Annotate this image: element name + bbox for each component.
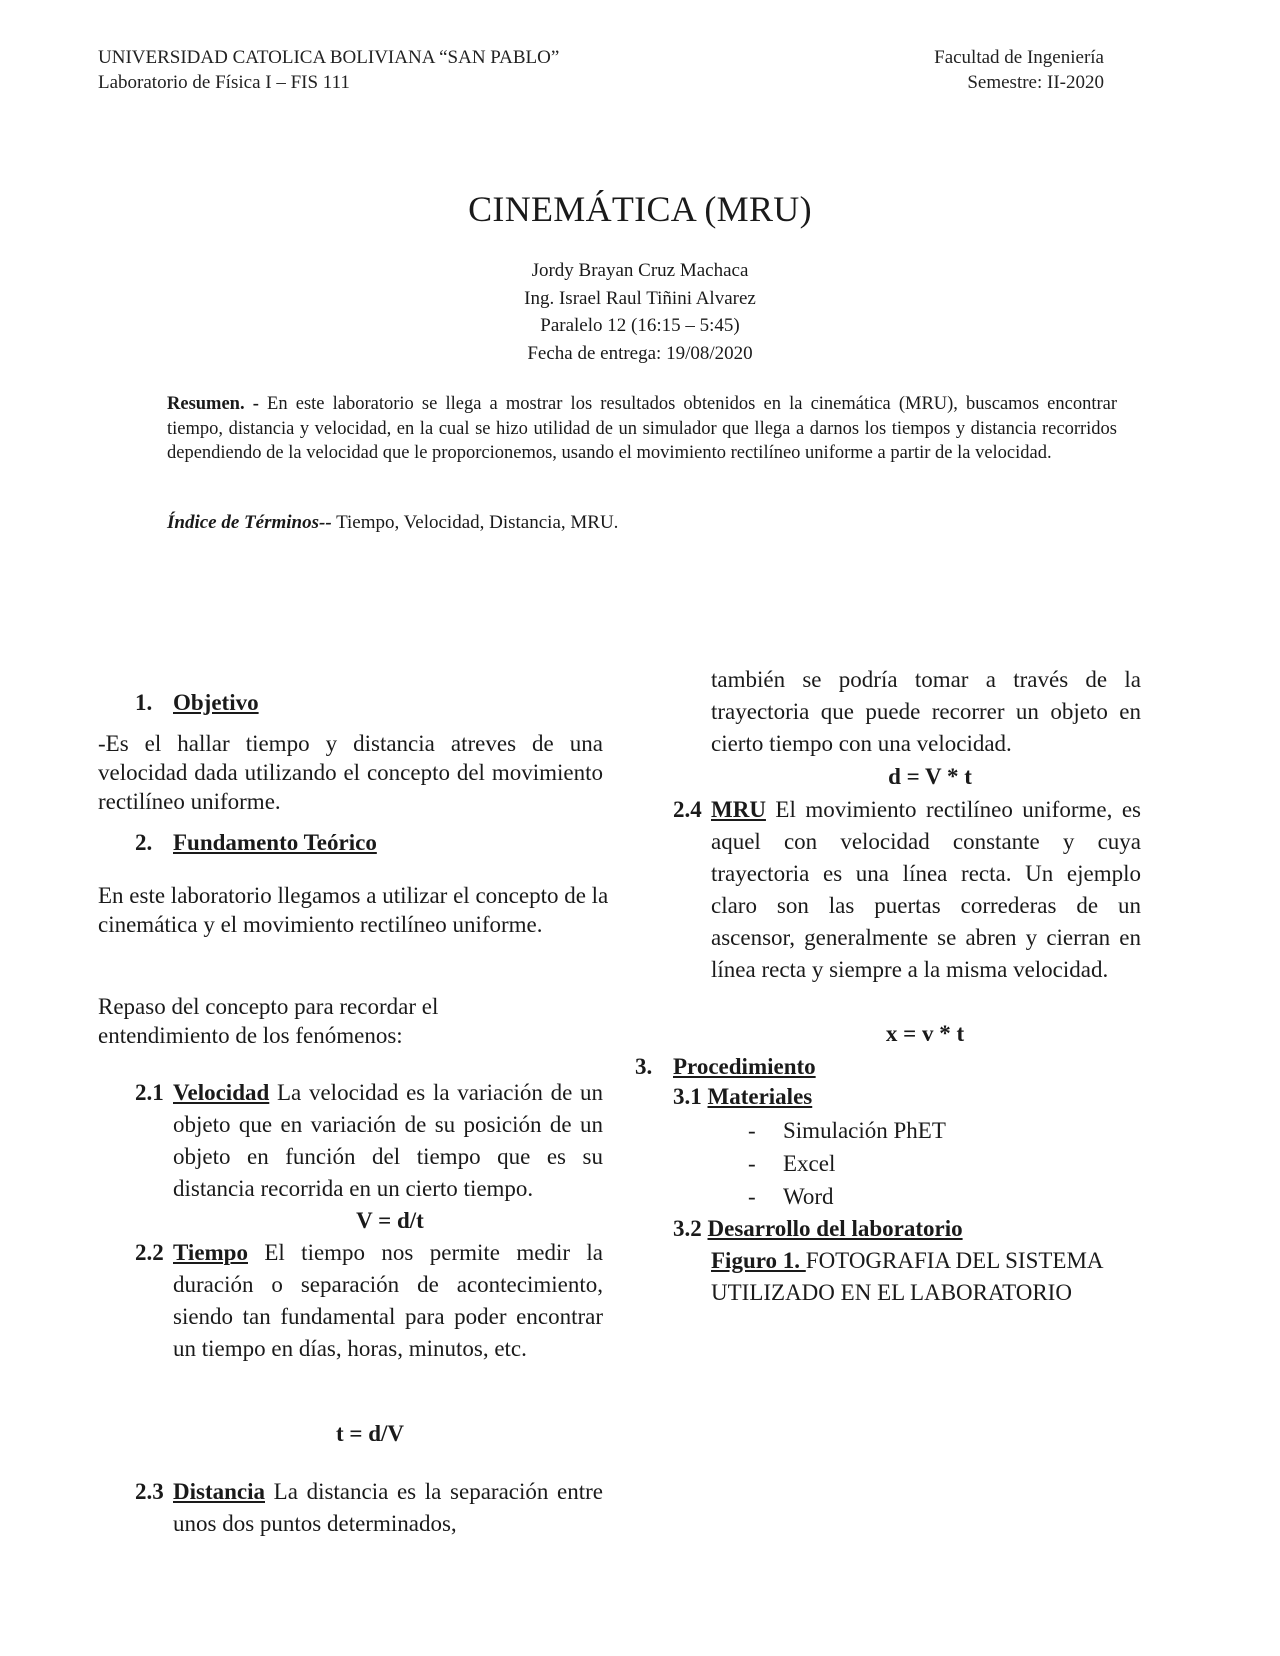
subsection-3-2-title: Desarrollo del laboratorio [707, 1216, 963, 1241]
section-1-number: 1. [135, 690, 153, 715]
subsection-2-2-body [173, 1237, 603, 1365]
section-2-paragraph-2: Repaso del concepto para recordar el entendimiento de los fenómenos: [98, 994, 439, 1048]
faculty-name: Facultad de Ingeniería [934, 47, 1104, 68]
page-header-left [98, 45, 559, 95]
subsection-2-2-number: 2.2 [135, 1240, 164, 1265]
section-2-number: 2. [135, 830, 153, 855]
section-1-heading [135, 687, 259, 719]
index-terms-text: Tiempo, Velocidad, Distancia, MRU. [331, 512, 619, 533]
term-mru: MRU [711, 797, 766, 822]
section-1-text: -Es el hallar tiempo y distancia atreves de una velocidad dada utilizando el concepto del movimiento rectilíneo uniforme. [98, 731, 603, 814]
subsection-3-2-heading [673, 1213, 963, 1245]
delivery-date: Fecha de entrega: 19/08/2020 [527, 342, 753, 364]
section-2-heading [135, 827, 377, 859]
subsection-2-2-text: El tiempo nos permite medir la duración o separación de acontecimiento, siendo tan fundamental para poder encontrar un tiempo en días, horas, minutos, etc. [173, 1240, 603, 1361]
subsection-3-1-number: 3.1 [673, 1084, 702, 1109]
formula-velocity: V = d/t [356, 1208, 424, 1233]
list-item [748, 1181, 1048, 1214]
list-dash: - [748, 1118, 756, 1143]
material-name: Excel [783, 1151, 836, 1176]
list-dash: - [748, 1184, 756, 1209]
subsection-2-3-number: 2.3 [135, 1479, 164, 1504]
materials-list [748, 1115, 1048, 1214]
formula-time: t = d/V [335, 1421, 405, 1446]
section-3-title: Procedimiento [673, 1054, 816, 1079]
formula-distance: d = V * t [888, 764, 972, 789]
course-name: Laboratorio de Física I – FIS 111 [98, 72, 350, 93]
formula-position: x = v * t [885, 1021, 965, 1046]
material-name: Simulación PhET [783, 1118, 946, 1143]
subsection-2-1-number: 2.1 [135, 1080, 164, 1105]
subsection-3-1-title: Materiales [707, 1084, 813, 1109]
subsection-2-1-body [173, 1077, 603, 1205]
term-tiempo: Tiempo [173, 1240, 248, 1265]
page-title: CINEMÁTICA (MRU) [468, 189, 812, 229]
figure-caption-text: FOTOGRAFIA DEL SISTEMA UTILIZADO EN EL LABORATORIO [711, 1248, 1103, 1305]
subsection-2-3-body [173, 1476, 603, 1540]
abstract-label: Resumen. - [167, 394, 259, 414]
section-2-title: Fundamento Teórico [173, 830, 377, 855]
subsection-3-1-heading [673, 1081, 812, 1113]
subsection-2-4-body [711, 794, 1141, 986]
subsection-2-4-text: El movimiento rectilíneo uniforme, es aquel con velocidad constante y cuya trayectoria es una línea recta. Un ejemplo claro son las puertas correderas de un ascensor, generalmente se abren y cierran en línea recta y siempre a la misma velocidad. [711, 797, 1141, 982]
subsection-2-1-text: La velocidad es la variación de un objeto que en variación de su posición de un objeto en función del tiempo que es su distancia recorrida en un cierto tiempo. [173, 1080, 603, 1201]
index-terms-label: Índice de Términos-- [167, 512, 332, 533]
page-header-right [934, 45, 1104, 95]
list-dash: - [748, 1151, 756, 1176]
list-item [748, 1148, 1048, 1181]
section-3-heading [635, 1051, 816, 1083]
term-distancia: Distancia [173, 1479, 265, 1504]
university-name: UNIVERSIDAD CATOLICA BOLIVIANA “SAN PABLO” [98, 47, 560, 68]
abstract-text: En este laboratorio se llega a mostrar los resultados obtenidos en la cinemática (MRU), buscamos encontrar tiempo, distancia y velocidad, en la cual se hizo utilidad de un simulador que llega a darnos los tiempos y distancia recorridos dependiendo de la velocidad que le proporcionemos, usando el movimiento rectilíneo uniforme a partir de la velocidad. [167, 394, 1117, 463]
section-3-number: 3. [635, 1054, 653, 1079]
author-block [0, 257, 1280, 367]
teacher-name: Ing. Israel Raul Tiñini Alvarez [524, 287, 756, 309]
section-2-paragraph-1: En este laboratorio llegamos a utilizar el concepto de la cinemática y el movimiento rectilíneo uniforme. [98, 883, 609, 937]
subsection-2-3-continued: también se podría tomar a través de la trayectoria que puede recorrer un objeto en cierto tiempo con una velocidad. [711, 667, 1141, 756]
student-name: Jordy Brayan Cruz Machaca [531, 260, 749, 281]
list-item [748, 1115, 1048, 1148]
subsection-2-4-number: 2.4 [673, 797, 702, 822]
figure-label: Figuro 1. [711, 1248, 806, 1273]
subsection-3-2-number: 3.2 [673, 1216, 702, 1241]
subsection-2-3-text: La distancia es la separación entre unos dos puntos determinados, [173, 1479, 603, 1536]
term-velocidad: Velocidad [173, 1080, 270, 1105]
figure-caption [711, 1245, 1151, 1309]
semester: Semestre: II-2020 [967, 72, 1104, 93]
material-name: Word [783, 1184, 834, 1209]
section-info: Paralelo 12 (16:15 – 5:45) [540, 315, 740, 336]
abstract [167, 392, 1117, 466]
section-1-title: Objetivo [173, 690, 259, 715]
index-terms [167, 512, 618, 534]
